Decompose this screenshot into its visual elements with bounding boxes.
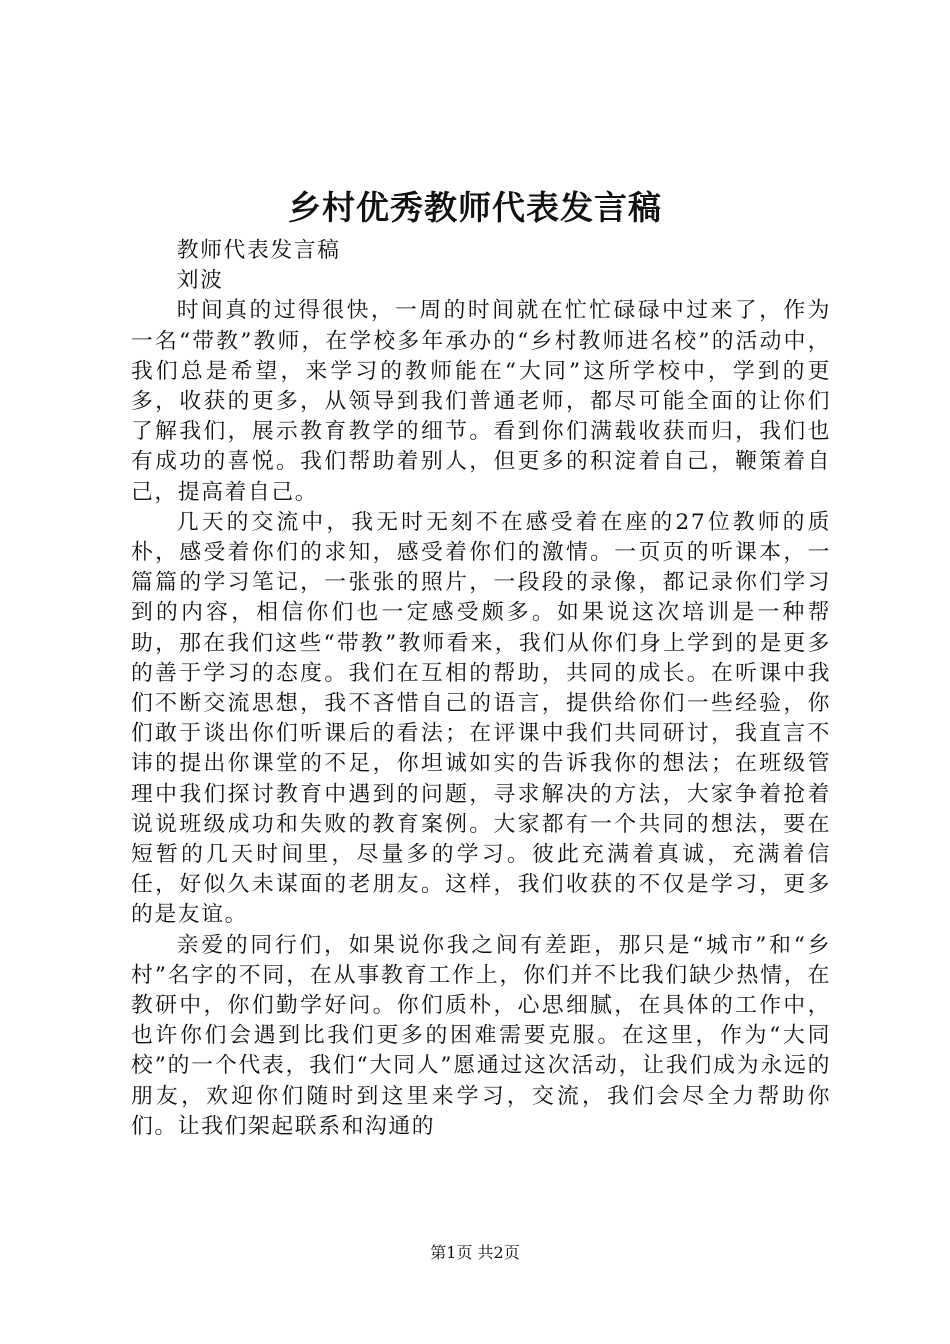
document-title: 乡村优秀教师代表发言稿	[288, 188, 662, 227]
paragraph-2: 几天的交流中，我无时无刻不在感受着在座的27位教师的质朴，感受着你们的求知，感受着你们的激情。一页页的听课本，一篇篇的学习笔记，一张张的照片，一段段的录像，都记录你们学习到的内容，相信你们也一定感受颇多。如果说这次培训是一种帮助，那在我们这些“带教”教师看来，我们从你们身上学到的是更多的善于学习的态度。我们在互相的帮助，共同的成长。在听课中我们不断交流思想，我不吝惜自己的语言，提供给你们一些经验，你们敢于谈出你们听课后的看法；在评课中我们共同研讨，我直言不讳的提出你课堂的不足，你坦诚如实的告诉我你的想法；在班级管理中我们探讨教育中遇到的问题，寻求解决的方法，大家争着抢着说说班级成功和失败的教育案例。大家都有一个共同的想法，要在短暂的几天时间里，尽量多的学习。彼此充满着真诚，充满着信任，好似久未谋面的老朋友。这样，我们收获的不仅是学习，更多的是友谊。	[131, 509, 831, 928]
paragraph-author: 刘波	[176, 268, 224, 294]
document-body	[131, 236, 831, 1142]
paragraph-subtitle: 教师代表发言稿	[176, 238, 341, 263]
page-number-footer: 第1页 共2页	[430, 1243, 520, 1262]
paragraph-1: 时间真的过得很快，一周的时间就在忙忙碌碌中过来了，作为一名“带教”教师，在学校多年承办的“乡村教师进名校”的活动中，我们总是希望，来学习的教师能在“大同”这所学校中，学到的更多，收获的更多，从领导到我们普通老师，都尽可能全面的让你们了解我们，展示教育教学的细节。看到你们满载收获而归，我们也有成功的喜悦。我们帮助着别人，但更多的积淀着自己，鞭策着自己，提高着自己。	[131, 298, 831, 505]
paragraph-3: 亲爱的同行们，如果说你我之间有差距，那只是“城市”和“乡村”名字的不同，在从事教育工作上，你们并不比我们缺少热情，在教研中，你们勤学好问。你们质朴，心思细腻，在具体的工作中，也许你们会遇到比我们更多的困难需要克服。在这里，作为“大同校”的一个代表，我们“大同人”愿通过这次活动，让我们成为永远的朋友，欢迎你们随时到这里来学习，交流，我们会尽全力帮助你们。让我们架起联系和沟通的	[131, 932, 831, 1139]
